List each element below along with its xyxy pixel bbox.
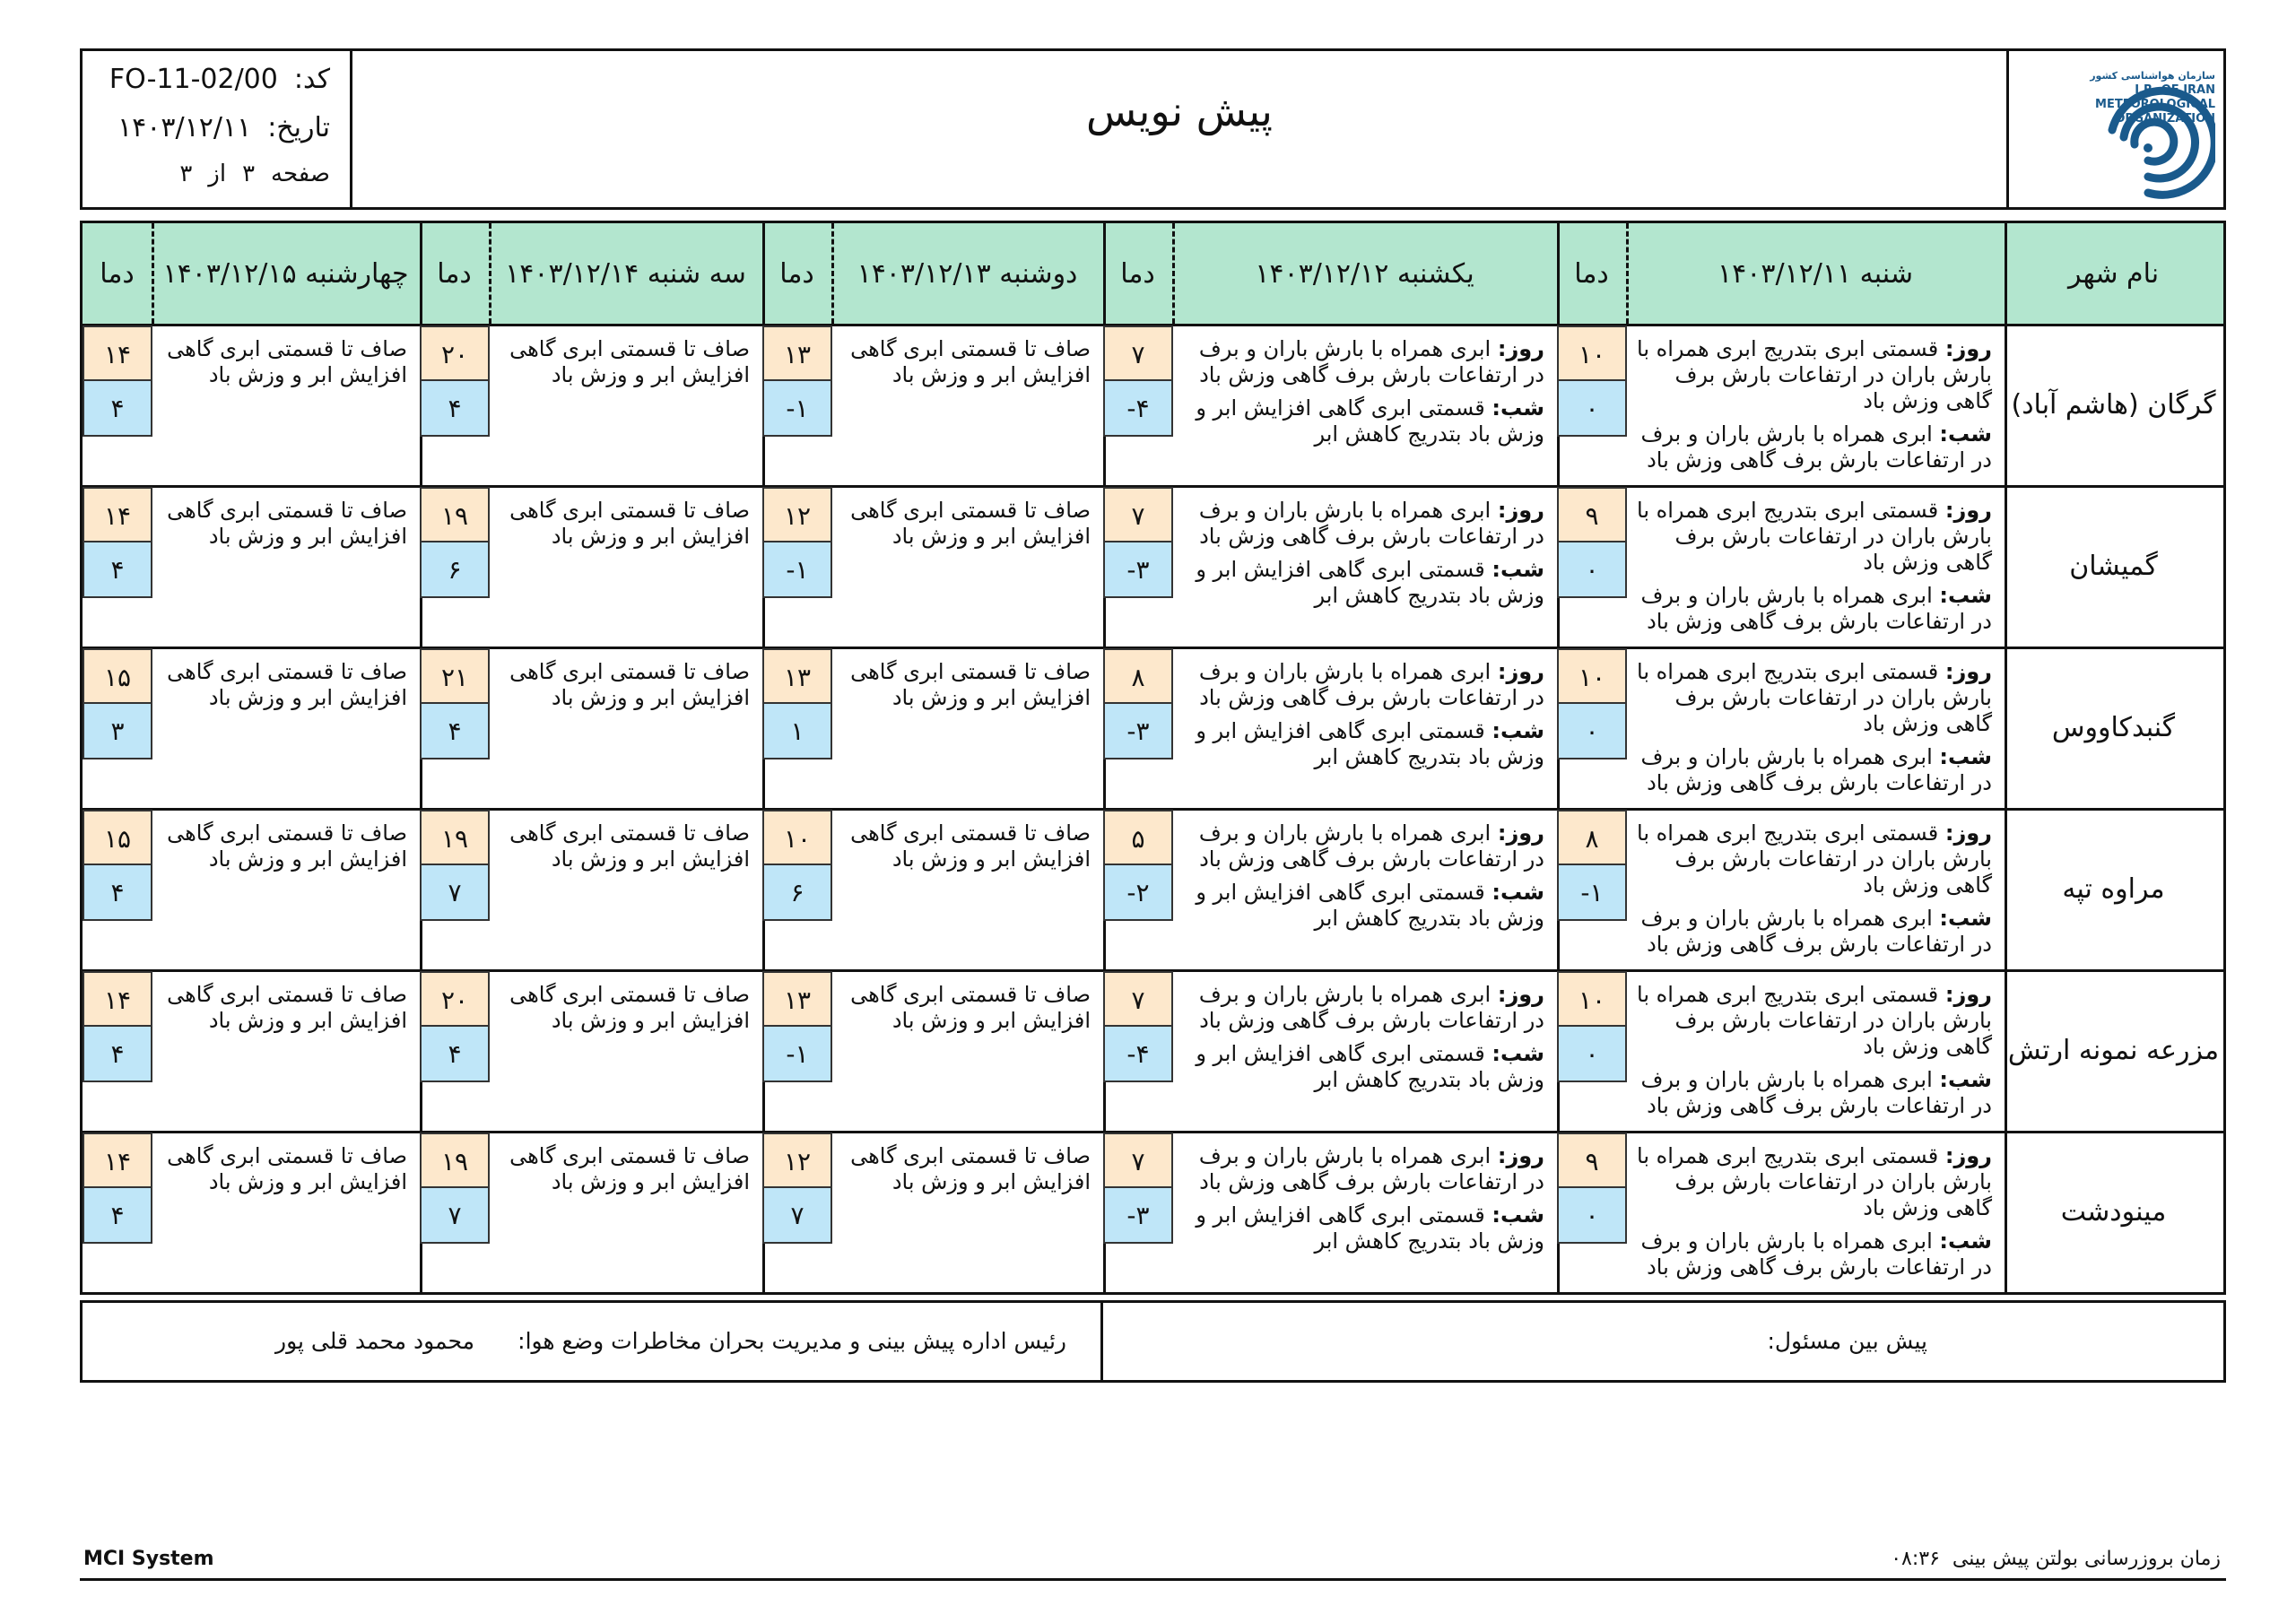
date-row: [117, 112, 330, 153]
city-name: مزرعه نمونه ارتش: [2007, 1034, 2220, 1066]
night-label: شب:: [1939, 583, 1992, 608]
max-temperature: ۱۵: [83, 648, 152, 706]
night-forecast-text: قسمتی ابری گاهی افزایش ابر و وزش باد بتدریج کاهش ابر: [1196, 557, 1544, 608]
night-forecast-text: ابری همراه با بارش باران و برف در ارتفاعات بارش برف گاهی وزش باد: [1640, 1228, 1992, 1280]
day-forecast: [1633, 820, 1992, 898]
forecast-description: [159, 820, 407, 872]
day-forecast-text: قسمتی ابری بتدریج ابری همراه با بارش باران در ارتفاعات بارش برف گاهی وزش باد: [1637, 982, 1992, 1059]
day-label: روز:: [1497, 982, 1544, 1007]
header-dashed-divider: [489, 223, 491, 324]
max-temperature: ۸: [1557, 810, 1627, 867]
day-forecast-text: ابری همراه با بارش باران و برف در ارتفاعات بارش برف گاهی وزش باد: [1198, 1143, 1544, 1194]
max-temperature: ۱۴: [83, 325, 152, 383]
city-name: مینودشت: [2060, 1195, 2167, 1228]
min-temperature: ۶: [420, 541, 490, 598]
night-forecast-text: قسمتی ابری گاهی افزایش ابر و وزش باد بتدریج کاهش ابر: [1196, 395, 1544, 447]
forecast-text: صاف تا قسمتی ابری گاهی افزایش ابر و وزش باد: [509, 498, 750, 549]
min-temperature: -۳: [1103, 541, 1173, 598]
min-temperature: ۶: [762, 864, 832, 921]
forecast-description: [496, 659, 750, 711]
day-label: روز:: [1497, 336, 1544, 361]
forecast-text: صاف تا قسمتی ابری گاهی افزایش ابر و وزش باد: [850, 498, 1091, 549]
day-forecast: [1179, 336, 1544, 388]
day-forecast-text: قسمتی ابری بتدریج ابری همراه با بارش باران در ارتفاعات بارش برف گاهی وزش باد: [1637, 820, 1992, 898]
forecast-description: [1633, 659, 1992, 796]
forecast-description: [1633, 1143, 1992, 1280]
forecast-description: [1179, 982, 1544, 1093]
night-label: شب:: [1939, 1228, 1992, 1254]
forecast-description: [839, 498, 1091, 550]
forecast-text: صاف تا قسمتی ابری گاهی افزایش ابر و وزش باد: [509, 336, 750, 387]
forecast-description: [1633, 982, 1992, 1119]
min-temperature: ۰: [1557, 1025, 1627, 1082]
night-label: شب:: [1939, 421, 1992, 447]
city-name: گنبدکاووس: [2051, 711, 2176, 743]
min-temperature: ۷: [420, 864, 490, 921]
temp-column-header: دما: [437, 257, 472, 290]
forecast-description: [1633, 336, 1992, 473]
min-temperature: ۷: [420, 1186, 490, 1244]
max-temperature: ۱۲: [762, 1133, 832, 1190]
day-forecast: [1633, 1143, 1992, 1221]
city-column-header: نام شهر: [2067, 257, 2160, 290]
min-temperature: ۴: [83, 1186, 152, 1244]
day-forecast-text: ابری همراه با بارش باران و برف در ارتفاعات بارش برف گاهی وزش باد: [1198, 820, 1544, 872]
max-temperature: ۷: [1103, 1133, 1173, 1190]
forecast-description: [159, 1143, 407, 1195]
max-temperature: ۲۰: [420, 325, 490, 383]
forecast-description: [839, 820, 1091, 872]
night-label: شب:: [1939, 906, 1992, 931]
day-label: روز:: [1497, 659, 1544, 684]
date-value: ۱۴۰۳/۱۲/۱۱: [117, 112, 252, 143]
night-label: شب:: [1492, 1202, 1544, 1228]
night-label: شب:: [1492, 557, 1544, 582]
forecast-description: [496, 1143, 750, 1195]
max-temperature: ۸: [1103, 648, 1173, 706]
min-temperature: ۴: [83, 864, 152, 921]
night-forecast: [1633, 583, 1992, 635]
max-temperature: ۱۳: [762, 971, 832, 1028]
day-forecast: [1179, 982, 1544, 1034]
night-forecast: [1179, 1041, 1544, 1093]
day-column-header: دوشنبه ۱۴۰۳/۱۲/۱۳: [857, 257, 1078, 290]
max-temperature: ۷: [1103, 487, 1173, 544]
min-temperature: ۴: [420, 702, 490, 759]
city-name: گرگان (هاشم آباد): [2011, 388, 2216, 421]
min-temperature: ۴: [420, 379, 490, 437]
day-label: روز:: [1944, 820, 1992, 846]
document-meta: [83, 51, 352, 207]
day-label: روز:: [1497, 1143, 1544, 1168]
logo-text: سازمان هواشناسی کشور I.R. OF IRAN METEOROLOGICAL ORGANIZATION: [2090, 70, 2215, 126]
code-value: FO-11-02/00: [109, 64, 278, 95]
day-label: روز:: [1944, 1143, 1992, 1168]
forecast-text: صاف تا قسمتی ابری گاهی افزایش ابر و وزش باد: [167, 820, 407, 872]
min-temperature: -۱: [1557, 864, 1627, 921]
forecast-description: [159, 498, 407, 550]
min-temperature: -۴: [1103, 1025, 1173, 1082]
min-temperature: -۱: [762, 541, 832, 598]
date-label: تاریخ:: [267, 112, 330, 143]
forecast-description: [1633, 498, 1992, 635]
forecast-description: [839, 659, 1091, 711]
forecast-description: [496, 336, 750, 388]
night-label: شب:: [1492, 880, 1544, 905]
night-forecast-text: قسمتی ابری گاهی افزایش ابر و وزش باد بتدریج کاهش ابر: [1196, 880, 1544, 931]
min-temperature: ۴: [83, 1025, 152, 1082]
day-forecast: [1179, 1143, 1544, 1195]
page-of: از: [208, 161, 227, 187]
max-temperature: ۱۰: [1557, 971, 1627, 1028]
day-forecast-text: قسمتی ابری بتدریج ابری همراه با بارش باران در ارتفاعات بارش برف گاهی وزش باد: [1637, 336, 1992, 413]
page-current: ۳: [242, 161, 256, 187]
night-forecast: [1633, 744, 1992, 796]
forecast-text: صاف تا قسمتی ابری گاهی افزایش ابر و وزش باد: [167, 982, 407, 1033]
max-temperature: ۵: [1103, 810, 1173, 867]
day-label: روز:: [1944, 498, 1992, 523]
update-time: ۰۸:۳۶: [1891, 1548, 1940, 1570]
min-temperature: ۰: [1557, 702, 1627, 759]
max-temperature: ۱۳: [762, 648, 832, 706]
day-column-header: سه شنبه ۱۴۰۳/۱۲/۱۴: [505, 257, 746, 290]
forecast-description: [1179, 820, 1544, 932]
min-temperature: ۰: [1557, 541, 1627, 598]
day-forecast-text: قسمتی ابری بتدریج ابری همراه با بارش باران در ارتفاعات بارش برف گاهی وزش باد: [1637, 1143, 1992, 1220]
max-temperature: ۱۹: [420, 1133, 490, 1190]
max-temperature: ۷: [1103, 971, 1173, 1028]
forecast-text: صاف تا قسمتی ابری گاهی افزایش ابر و وزش باد: [509, 820, 750, 872]
day-column-header: یکشنبه ۱۴۰۳/۱۲/۱۲: [1255, 257, 1474, 290]
organization-logo: [2018, 58, 2215, 202]
forecast-description: [1179, 498, 1544, 609]
day-forecast-text: ابری همراه با بارش باران و برف در ارتفاعات بارش برف گاهی وزش باد: [1198, 982, 1544, 1033]
header-dashed-divider: [1626, 223, 1629, 324]
update-label: زمان بروزرسانی بولتن پیش بینی: [1952, 1548, 2221, 1570]
forecast-text: صاف تا قسمتی ابری گاهی افزایش ابر و وزش باد: [167, 659, 407, 710]
temp-column-header: دما: [779, 257, 814, 290]
forecast-text: صاف تا قسمتی ابری گاهی افزایش ابر و وزش باد: [167, 1143, 407, 1194]
night-forecast: [1633, 1067, 1992, 1119]
forecast-text: صاف تا قسمتی ابری گاهی افزایش ابر و وزش باد: [850, 659, 1091, 710]
min-temperature: ۷: [762, 1186, 832, 1244]
head-label: رئیس اداره پیش بینی و مدیریت بحران مخاطرات وضع هوا:: [517, 1328, 1066, 1354]
day-forecast: [1633, 498, 1992, 576]
header-dashed-divider: [152, 223, 154, 324]
forecast-text: صاف تا قسمتی ابری گاهی افزایش ابر و وزش باد: [850, 1143, 1091, 1194]
day-column-header: شنبه ۱۴۰۳/۱۲/۱۱: [1718, 257, 1913, 290]
night-forecast-text: ابری همراه با بارش باران و برف در ارتفاعات بارش برف گاهی وزش باد: [1640, 744, 1992, 795]
min-temperature: -۱: [762, 379, 832, 437]
night-forecast-text: قسمتی ابری گاهی افزایش ابر و وزش باد بتدریج کاهش ابر: [1196, 1202, 1544, 1254]
footer-rule: [80, 1578, 2226, 1581]
day-label: روز:: [1944, 336, 1992, 361]
max-temperature: ۱۳: [762, 325, 832, 383]
page-label: صفحه: [271, 161, 330, 187]
forecast-table: [80, 221, 2226, 1295]
temp-column-header: دما: [100, 257, 135, 290]
day-label: روز:: [1944, 659, 1992, 684]
max-temperature: ۱۰: [1557, 648, 1627, 706]
forecaster-label: پیش بین مسئول:: [1767, 1328, 1927, 1354]
max-temperature: ۹: [1557, 1133, 1627, 1190]
forecast-description: [839, 336, 1091, 388]
forecast-text: صاف تا قسمتی ابری گاهی افزایش ابر و وزش باد: [509, 1143, 750, 1194]
forecast-description: [1179, 1143, 1544, 1254]
forecast-description: [839, 1143, 1091, 1195]
signature-box: [80, 1300, 2226, 1383]
max-temperature: ۱۴: [83, 1133, 152, 1190]
max-temperature: ۱۰: [1557, 325, 1627, 383]
night-forecast-text: ابری همراه با بارش باران و برف در ارتفاعات بارش برف گاهی وزش باد: [1640, 421, 1992, 473]
day-forecast-text: قسمتی ابری بتدریج ابری همراه با بارش باران در ارتفاعات بارش برف گاهی وزش باد: [1637, 498, 1992, 575]
page-row: [179, 161, 330, 202]
night-forecast-text: ابری همراه با بارش باران و برف در ارتفاعات بارش برف گاهی وزش باد: [1640, 1067, 1992, 1118]
day-forecast-text: ابری همراه با بارش باران و برف در ارتفاعات بارش برف گاهی وزش باد: [1198, 659, 1544, 710]
document-header: [80, 48, 2226, 210]
night-forecast-text: ابری همراه با بارش باران و برف در ارتفاعات بارش برف گاهی وزش باد: [1640, 583, 1992, 634]
header-dashed-divider: [1172, 223, 1175, 324]
day-forecast: [1633, 336, 1992, 414]
update-info: [1891, 1548, 2221, 1570]
forecast-description: [159, 659, 407, 711]
max-temperature: ۲۰: [420, 971, 490, 1028]
forecast-text: صاف تا قسمتی ابری گاهی افزایش ابر و وزش باد: [850, 336, 1091, 387]
day-forecast: [1179, 498, 1544, 550]
min-temperature: -۳: [1103, 1186, 1173, 1244]
day-column-header: چهارشنبه ۱۴۰۳/۱۲/۱۵: [162, 257, 409, 290]
day-label: روز:: [1497, 498, 1544, 523]
forecast-description: [496, 498, 750, 550]
forecast-description: [159, 336, 407, 388]
night-forecast: [1179, 395, 1544, 447]
day-label: روز:: [1497, 820, 1544, 846]
max-temperature: ۱۴: [83, 971, 152, 1028]
min-temperature: ۴: [83, 541, 152, 598]
temp-column-header: دما: [1120, 257, 1155, 290]
day-label: روز:: [1944, 982, 1992, 1007]
max-temperature: ۱۰: [762, 810, 832, 867]
night-forecast: [1633, 1228, 1992, 1280]
night-label: شب:: [1939, 744, 1992, 769]
min-temperature: -۲: [1103, 864, 1173, 921]
forecast-text: صاف تا قسمتی ابری گاهی افزایش ابر و وزش باد: [509, 982, 750, 1033]
system-name: MCI System: [83, 1548, 214, 1570]
min-temperature: -۴: [1103, 379, 1173, 437]
head-name: محمود محمد قلی پور: [275, 1328, 474, 1354]
night-forecast: [1179, 880, 1544, 932]
day-forecast: [1633, 659, 1992, 737]
day-forecast: [1633, 982, 1992, 1060]
night-forecast-text: قسمتی ابری گاهی افزایش ابر و وزش باد بتدریج کاهش ابر: [1196, 1041, 1544, 1092]
night-label: شب:: [1492, 395, 1544, 421]
day-forecast-text: قسمتی ابری بتدریج ابری همراه با بارش باران در ارتفاعات بارش برف گاهی وزش باد: [1637, 659, 1992, 736]
code-label: کد:: [293, 64, 330, 95]
temp-column-header: دما: [1574, 257, 1609, 290]
signature-divider: [1100, 1303, 1103, 1380]
day-forecast-text: ابری همراه با بارش باران و برف در ارتفاعات بارش برف گاهی وزش باد: [1198, 498, 1544, 549]
forecast-description: [839, 982, 1091, 1034]
min-temperature: ۴: [83, 379, 152, 437]
page-total: ۳: [179, 161, 193, 187]
min-temperature: ۰: [1557, 379, 1627, 437]
max-temperature: ۱۵: [83, 810, 152, 867]
forecast-text: صاف تا قسمتی ابری گاهی افزایش ابر و وزش باد: [167, 336, 407, 387]
day-forecast-text: ابری همراه با بارش باران و برف در ارتفاعات بارش برف گاهی وزش باد: [1198, 336, 1544, 387]
forecast-description: [496, 982, 750, 1034]
day-forecast: [1179, 659, 1544, 711]
min-temperature: ۳: [83, 702, 152, 759]
logo-cell: [2006, 51, 2223, 207]
forecast-text: صاف تا قسمتی ابری گاهی افزایش ابر و وزش باد: [850, 982, 1091, 1033]
night-forecast-text: قسمتی ابری گاهی افزایش ابر و وزش باد بتدریج کاهش ابر: [1196, 718, 1544, 769]
max-temperature: ۷: [1103, 325, 1173, 383]
max-temperature: ۱۹: [420, 810, 490, 867]
header-dashed-divider: [831, 223, 834, 324]
forecast-text: صاف تا قسمتی ابری گاهی افزایش ابر و وزش باد: [167, 498, 407, 549]
forecast-description: [496, 820, 750, 872]
night-forecast: [1179, 1202, 1544, 1254]
max-temperature: ۱۲: [762, 487, 832, 544]
min-temperature: ۱: [762, 702, 832, 759]
night-forecast: [1179, 718, 1544, 770]
forecast-description: [1633, 820, 1992, 958]
max-temperature: ۱۹: [420, 487, 490, 544]
min-temperature: -۱: [762, 1025, 832, 1082]
code-row: [109, 64, 330, 105]
page-title: پیش نویس: [1086, 87, 1273, 135]
night-forecast: [1179, 557, 1544, 609]
forecast-description: [1179, 659, 1544, 770]
night-label: شب:: [1939, 1067, 1992, 1092]
min-temperature: ۴: [420, 1025, 490, 1082]
forecast-description: [1179, 336, 1544, 447]
min-temperature: ۰: [1557, 1186, 1627, 1244]
night-forecast-text: ابری همراه با بارش باران و برف در ارتفاعات بارش برف گاهی وزش باد: [1640, 906, 1992, 957]
city-name: گمیشان: [2069, 550, 2158, 582]
night-label: شب:: [1492, 718, 1544, 743]
forecast-text: صاف تا قسمتی ابری گاهی افزایش ابر و وزش باد: [850, 820, 1091, 872]
day-forecast: [1179, 820, 1544, 872]
max-temperature: ۹: [1557, 487, 1627, 544]
night-label: شب:: [1492, 1041, 1544, 1066]
forecast-text: صاف تا قسمتی ابری گاهی افزایش ابر و وزش باد: [509, 659, 750, 710]
city-name: مراوه تپه: [2062, 872, 2165, 905]
max-temperature: ۱۴: [83, 487, 152, 544]
night-forecast: [1633, 421, 1992, 473]
max-temperature: ۲۱: [420, 648, 490, 706]
forecast-description: [159, 982, 407, 1034]
min-temperature: -۳: [1103, 702, 1173, 759]
night-forecast: [1633, 906, 1992, 958]
